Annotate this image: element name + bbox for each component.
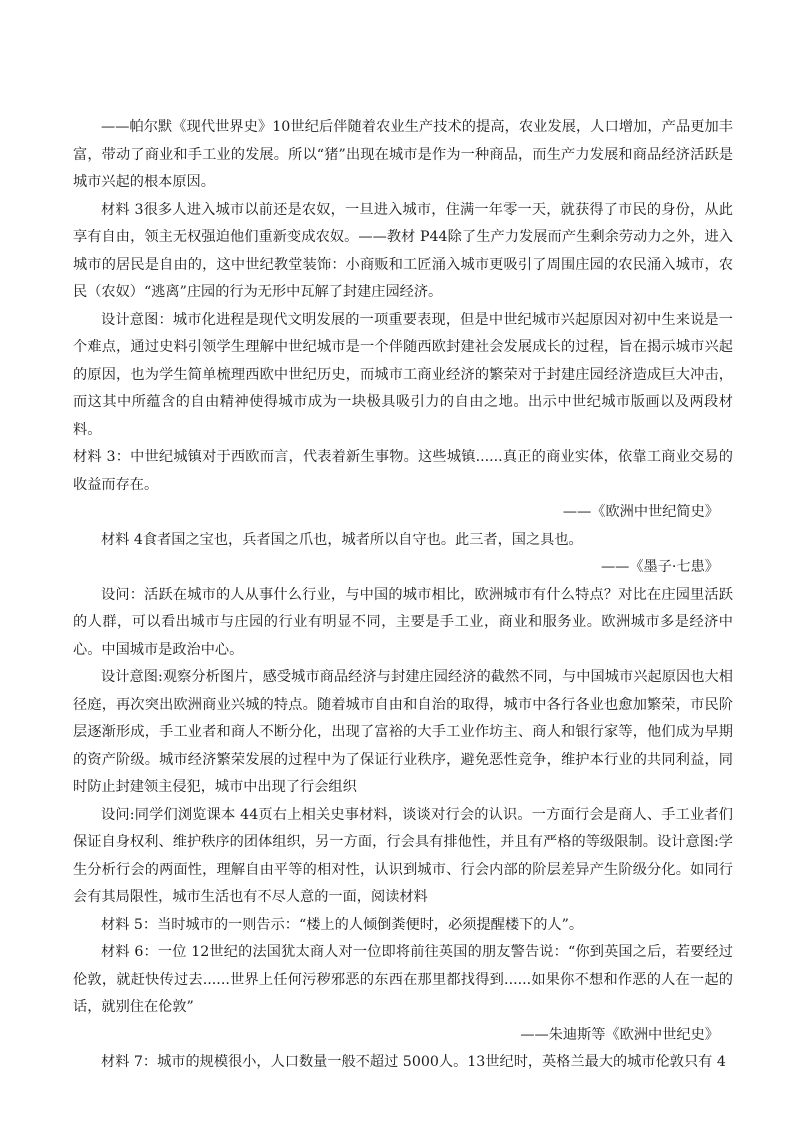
material-3-serfs: 材料 3很多人进入城市以前还是农奴，一旦进入城市，住满一年零一天，就获得了市民的身份，从此享有自由，领主无权强迫他们重新变成农奴。——教材 P44除了生产力发展而产生剩余劳动力之外，进入城市的居民是自由的，这中世纪教堂装饰：小商贩和工匠涌入城市更吸引了周围庄园的农民涌入城市，农民（农奴）“逃离”庄园的行为无形中瓦解了封建庄园经济。 [73,201,733,300]
question-2-guilds: 设问:同学们浏览课本 44页右上相关史事材料，谈谈对行会的认识。一方面行会是商人、手工业者们保证自身权利、维护秩序的团体组织，另一方面，行会具有排他性，并且有严格的等级限制。设计意图:学生分析行会的两面性，理解自由平等的相对性，认识到城市、行会内部的阶层差异产生阶级分化。如同行会有其局限性，城市生活也有不尽人意的一面，阅读材料 [73,806,733,905]
citation-mozi: ——《墨子·七患》 [600,559,719,575]
design-intent-1: 设计意图：城市化进程是现代文明发展的一项重要表现，但是中世纪城市兴起原因对初中生来说是一个难点，通过史料引领学生理解中世纪城市是一个伴随西欧封建社会发展成长的过程，旨在揭示城市兴起的原因，也为学生简单梳理西欧中世纪历史，而城市工商业经济的繁荣对于封建庄园经济造成巨大冲击，而这其中所蕴含的自由精神使得城市成为一块极具吸引力的自由之地。出示中世纪城市版画以及两段材料。 [73,311,733,438]
citation-judith: ——朱迪斯等《欧洲中世纪史》 [520,1026,719,1043]
material-6-london: 材料 6：一位 12世纪的法国犹太商人对一位即将前往英国的朋友警告说：“你到英国之后，若要经过伦敦，就赶快传过去......世界上任何污秽邪恶的东西在那里都找得到......如果你不想和作恶的人在一起的话，就别住在伦敦” [73,944,733,1015]
source-quote-palmer: ——帕尔默《现代世界史》10世纪后伴随着农业生产技术的提高，农业发展，人口增加，产品更加丰富，带动了商业和手工业的发展。所以“猪”出现在城市是作为一种商品，而生产力发展和商品经济活跃是城市兴起的根本原因。 [73,119,733,190]
material-3-towns: 材料 3：中世纪城镇对于西欧而言，代表着新生事物。这些城镇......真正的商业实体，依靠工商业交易的收益而存在。 [73,449,733,493]
citation-brief-history: ——《欧洲中世纪简史》 [562,504,719,520]
question-1: 设问：活跃在城市的人从事什么行业，与中国的城市相比，欧洲城市有什么特点？对比在庄园里活跃的人群，可以看出城市与庄园的行业有明显不同，主要是手工业，商业和服务业。欧洲城市多是经济中心。中国城市是政治中心。 [73,586,733,658]
design-intent-2: 设计意图:观察分析图片，感受城市商品经济与封建庄园经济的截然不同，与中国城市兴起原因也大相径庭，再次突出欧洲商业兴城的特点。随着城市自由和自治的取得，城市中各行各业也愈加繁荣，市民阶层逐渐形成，手工业者和商人不断分化，出现了富裕的大手工业作坊主、商人和银行家等，他们成为早期的资产阶级。城市经济繁荣发展的过程中为了保证行业秩序，避免恶性竞争，维护本行业的共同利益，同时防止封建领主侵犯，城市中出现了行会组织 [73,669,733,795]
material-7-size: 材料 7：城市的规模很小，人口数量一般不超过 5000人。13世纪时，英格兰最大的城市伦敦只有 4 [101,1054,726,1070]
material-5-notice: 材料 5：当时城市的一则告示：“楼上的人倾倒粪便时，必须提醒楼下的人”。 [101,916,584,933]
material-4-mozi: 材料 4食者国之宝也，兵者国之爪也，城者所以自守也。此三者，国之具也。 [101,531,583,548]
document-body [73,114,733,1077]
